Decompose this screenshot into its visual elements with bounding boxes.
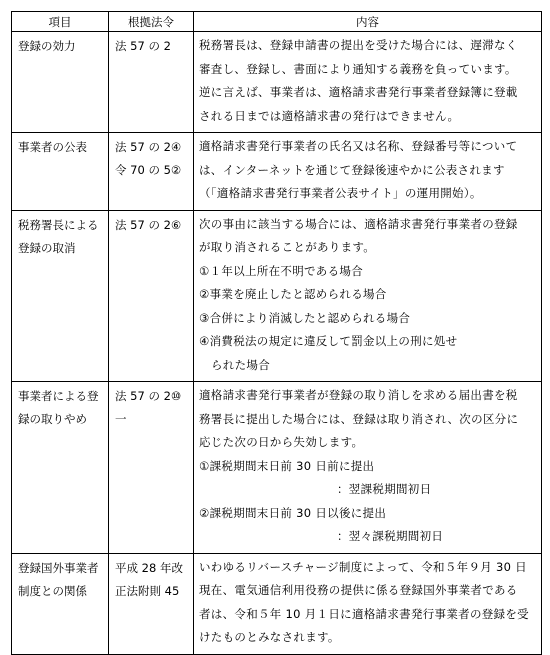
- content-line: される日までは適格請求書の発行はできません。: [199, 108, 460, 123]
- content-line: いわゆるリバースチャージ制度によって、令和５年９月 30 日: [199, 559, 527, 574]
- row-law-cell: [109, 210, 194, 382]
- row-content-cell: [194, 210, 542, 382]
- row-item-cell: [12, 553, 109, 654]
- content-line: 適格請求書発行事業者が登録の取り消しを求める届出書を税: [199, 388, 518, 402]
- content-line: 逆に言えば、事業者は、適格請求書発行事業者登録簿に登載: [199, 85, 518, 99]
- content-line: けたものとみなされます。: [199, 630, 340, 644]
- invoice-registration-table: [11, 11, 542, 655]
- table-row: [12, 133, 542, 211]
- content-line: ①課税期間末日前 30 日前に提出: [199, 458, 375, 473]
- header-law: 根拠法令: [109, 12, 194, 32]
- row-item-cell: [12, 133, 109, 211]
- content-line: ：翌課税期間初日: [337, 482, 432, 496]
- law-line: 正法附則 45: [115, 583, 180, 598]
- row-law-cell: [109, 32, 194, 133]
- content-line: 次の事由に該当する場合には、適格請求書発行事業者の登録: [199, 216, 518, 231]
- law-line: 法 57 の 2⑩: [115, 389, 182, 403]
- table-row: [12, 32, 542, 133]
- content-line: ④消費税法の規定に違反して罰金以上の刑に処せ: [199, 334, 458, 348]
- item-line: 事業者による登: [18, 389, 99, 403]
- table-row: [12, 210, 542, 382]
- content-line: 者は、令和５年 10 月１日に適格請求書発行事業者の登録を受: [199, 606, 529, 621]
- content-line: 適格請求書発行事業者の氏名又は名称、登録番号等について: [199, 139, 518, 153]
- content-line: 税務署長は、登録申請書の提出を受けた場合には、遅滞なく: [199, 38, 518, 52]
- content-line: 応じた次の日から失効します。: [199, 435, 364, 449]
- header-content: 内容: [194, 12, 542, 32]
- item-line: 税務署長による: [18, 217, 99, 232]
- law-line: 一: [115, 412, 127, 426]
- law-line: 法 57 の 2④: [115, 140, 182, 154]
- item-line: 登録国外事業者: [18, 560, 99, 575]
- table-row: [12, 553, 542, 654]
- header-row: [12, 12, 542, 32]
- item-line: 事業者の公表: [18, 140, 87, 154]
- law-line: 法 57 の 2⑥: [115, 217, 182, 232]
- row-content-cell: [194, 382, 542, 554]
- content-line: られた場合: [211, 357, 270, 372]
- content-line: は、インターネットを通じて登録後速やかに公表されます: [199, 162, 505, 177]
- item-line: 録の取りやめ: [18, 412, 87, 426]
- row-law-cell: [109, 382, 194, 554]
- content-line: ②課税期間末日前 30 日以後に提出: [199, 505, 387, 520]
- content-line: （「適格請求書発行事業者公表サイト」の運用開始）。: [199, 186, 482, 200]
- row-law-cell: [109, 553, 194, 654]
- content-line: が取り消されることがあります。: [199, 240, 376, 254]
- row-content-cell: [194, 553, 542, 654]
- content-line: ②事業を廃止したと認められる場合: [199, 287, 387, 301]
- content-line: ③合併により消滅したと認められる場合: [199, 310, 411, 325]
- row-law-cell: [109, 133, 194, 211]
- content-line: 審査し、登録し、書面により通知する義務を負っています。: [199, 61, 517, 76]
- content-line: 現在、電気通信利用役務の提供に係る登録国外事業者である: [199, 583, 518, 597]
- item-line: 制度との関係: [18, 583, 87, 598]
- content-line: 務署長に提出した場合には、登録は取り消され、次の区分に: [199, 411, 519, 426]
- row-item-cell: [12, 382, 109, 554]
- item-line: 登録の効力: [18, 39, 76, 53]
- law-line: 平成 28 年改: [115, 560, 183, 575]
- row-item-cell: [12, 32, 109, 133]
- row-item-cell: [12, 210, 109, 382]
- item-line: 登録の取消: [18, 240, 76, 255]
- content-line: ①１年以上所在不明である場合: [199, 263, 364, 278]
- content-line: ：翌々課税期間初日: [337, 529, 444, 543]
- header-item: 項目: [12, 12, 109, 32]
- law-line: 法 57 の 2: [115, 39, 171, 53]
- table-row: [12, 382, 542, 554]
- row-content-cell: [194, 32, 542, 133]
- law-line: 令 70 の 5②: [115, 163, 182, 177]
- row-content-cell: [194, 133, 542, 211]
